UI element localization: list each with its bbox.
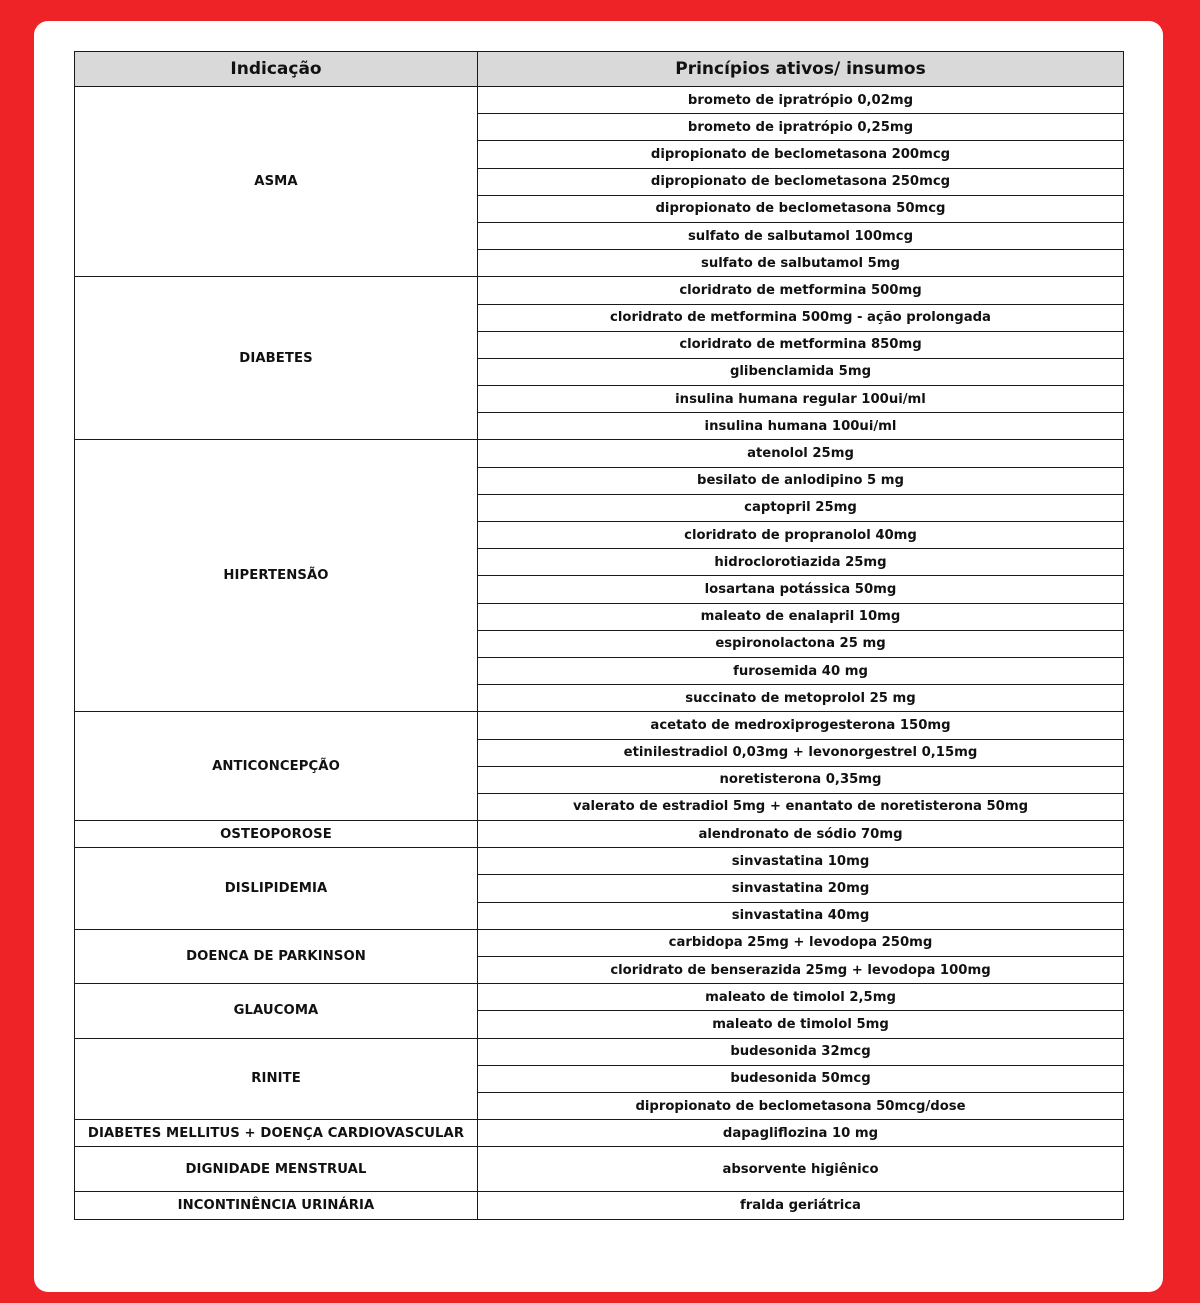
active-ingredient-cell: espironolactona 25 mg bbox=[478, 630, 1124, 657]
column-header-active-ingredients: Princípios ativos/ insumos bbox=[478, 52, 1124, 87]
indication-cell: DISLIPIDEMIA bbox=[75, 848, 478, 930]
active-ingredient-cell: carbidopa 25mg + levodopa 250mg bbox=[478, 929, 1124, 956]
indication-cell: RINITE bbox=[75, 1038, 478, 1120]
active-ingredient-cell: losartana potássica 50mg bbox=[478, 576, 1124, 603]
table-row bbox=[75, 1192, 1124, 1219]
indication-cell: OSTEOPOROSE bbox=[75, 821, 478, 848]
table-row bbox=[75, 440, 1124, 467]
active-ingredient-cell: captopril 25mg bbox=[478, 494, 1124, 521]
active-ingredient-cell: cloridrato de metformina 500mg bbox=[478, 277, 1124, 304]
active-ingredient-cell: brometo de ipratrópio 0,02mg bbox=[478, 87, 1124, 114]
indication-cell: INCONTINÊNCIA URINÁRIA bbox=[75, 1192, 478, 1219]
indication-cell: DOENCA DE PARKINSON bbox=[75, 929, 478, 983]
active-ingredient-cell: budesonida 32mcg bbox=[478, 1038, 1124, 1065]
indication-cell: ANTICONCEPÇÃO bbox=[75, 712, 478, 821]
active-ingredient-cell: acetato de medroxiprogesterona 150mg bbox=[478, 712, 1124, 739]
content-card bbox=[34, 21, 1163, 1292]
active-ingredient-cell: insulina humana 100ui/ml bbox=[478, 413, 1124, 440]
active-ingredient-cell: cloridrato de metformina 500mg - ação prolongada bbox=[478, 304, 1124, 331]
table-row bbox=[75, 1147, 1124, 1192]
table-body bbox=[75, 87, 1124, 1220]
active-ingredient-cell: atenolol 25mg bbox=[478, 440, 1124, 467]
active-ingredient-cell: sulfato de salbutamol 100mcg bbox=[478, 222, 1124, 249]
active-ingredient-cell: sinvastatina 10mg bbox=[478, 848, 1124, 875]
active-ingredient-cell: absorvente higiênico bbox=[478, 1147, 1124, 1192]
active-ingredient-cell: cloridrato de propranolol 40mg bbox=[478, 522, 1124, 549]
active-ingredient-cell: valerato de estradiol 5mg + enantato de noretisterona 50mg bbox=[478, 793, 1124, 820]
active-ingredient-cell: dipropionato de beclometasona 50mcg/dose bbox=[478, 1092, 1124, 1119]
active-ingredient-cell: sinvastatina 40mg bbox=[478, 902, 1124, 929]
active-ingredient-cell: furosemida 40 mg bbox=[478, 657, 1124, 684]
indication-cell: HIPERTENSÃO bbox=[75, 440, 478, 712]
medications-table bbox=[74, 51, 1124, 1220]
table-row bbox=[75, 712, 1124, 739]
indication-cell: DIABETES MELLITUS + DOENÇA CARDIOVASCULAR bbox=[75, 1120, 478, 1147]
column-header-indication: Indicação bbox=[75, 52, 478, 87]
active-ingredient-cell: maleato de timolol 2,5mg bbox=[478, 984, 1124, 1011]
active-ingredient-cell: besilato de anlodipino 5 mg bbox=[478, 467, 1124, 494]
active-ingredient-cell: cloridrato de metformina 850mg bbox=[478, 331, 1124, 358]
table-row bbox=[75, 277, 1124, 304]
active-ingredient-cell: dipropionato de beclometasona 200mcg bbox=[478, 141, 1124, 168]
indication-cell: DIGNIDADE MENSTRUAL bbox=[75, 1147, 478, 1192]
active-ingredient-cell: brometo de ipratrópio 0,25mg bbox=[478, 114, 1124, 141]
active-ingredient-cell: hidroclorotiazida 25mg bbox=[478, 549, 1124, 576]
active-ingredient-cell: maleato de enalapril 10mg bbox=[478, 603, 1124, 630]
active-ingredient-cell: budesonida 50mcg bbox=[478, 1065, 1124, 1092]
table-row bbox=[75, 1038, 1124, 1065]
indication-cell: DIABETES bbox=[75, 277, 478, 440]
active-ingredient-cell: succinato de metoprolol 25 mg bbox=[478, 685, 1124, 712]
table-row bbox=[75, 87, 1124, 114]
table-row bbox=[75, 984, 1124, 1011]
active-ingredient-cell: sinvastatina 20mg bbox=[478, 875, 1124, 902]
active-ingredient-cell: noretisterona 0,35mg bbox=[478, 766, 1124, 793]
active-ingredient-cell: dipropionato de beclometasona 250mcg bbox=[478, 168, 1124, 195]
active-ingredient-cell: cloridrato de benserazida 25mg + levodopa 100mg bbox=[478, 957, 1124, 984]
active-ingredient-cell: sulfato de salbutamol 5mg bbox=[478, 250, 1124, 277]
active-ingredient-cell: glibenclamida 5mg bbox=[478, 358, 1124, 385]
table-row bbox=[75, 848, 1124, 875]
indication-cell: GLAUCOMA bbox=[75, 984, 478, 1038]
table-header-row bbox=[75, 52, 1124, 87]
active-ingredient-cell: dipropionato de beclometasona 50mcg bbox=[478, 195, 1124, 222]
active-ingredient-cell: fralda geriátrica bbox=[478, 1192, 1124, 1219]
table-row bbox=[75, 1120, 1124, 1147]
active-ingredient-cell: insulina humana regular 100ui/ml bbox=[478, 386, 1124, 413]
active-ingredient-cell: maleato de timolol 5mg bbox=[478, 1011, 1124, 1038]
table-row bbox=[75, 929, 1124, 956]
table-row bbox=[75, 821, 1124, 848]
active-ingredient-cell: alendronato de sódio 70mg bbox=[478, 821, 1124, 848]
active-ingredient-cell: dapagliflozina 10 mg bbox=[478, 1120, 1124, 1147]
active-ingredient-cell: etinilestradiol 0,03mg + levonorgestrel 0,15mg bbox=[478, 739, 1124, 766]
indication-cell: ASMA bbox=[75, 87, 478, 277]
